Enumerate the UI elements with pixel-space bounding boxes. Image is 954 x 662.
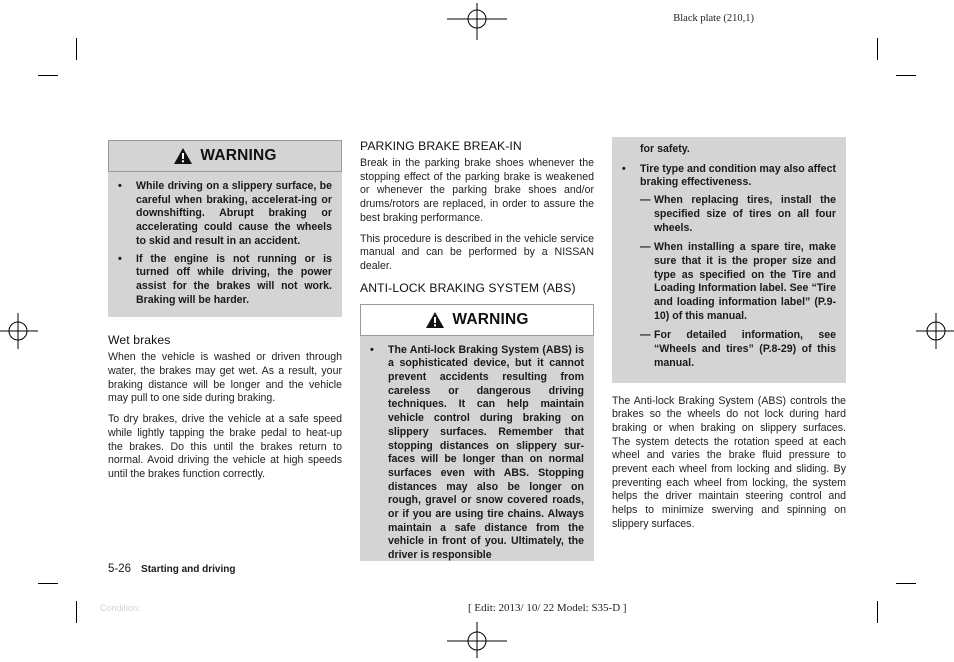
warning-header <box>108 140 342 171</box>
section-name: Starting and driving <box>141 564 236 575</box>
warning-list <box>108 172 342 317</box>
page-number: 5-26 <box>108 563 132 575</box>
warning-item: • Tire type and condition may also affect braking effectiveness. <box>622 162 836 189</box>
condition-label: Condition: <box>100 603 141 613</box>
column-3 <box>612 137 846 539</box>
column-1 <box>108 140 342 489</box>
warning-box <box>360 304 594 561</box>
warning-box-continued <box>612 137 846 383</box>
warning-header <box>360 304 594 335</box>
paragraph: When the vehicle is washed or driven through water, the brakes may get wet. As a result, your braking distance will be longer and the vehicle may pull to one side during braking. <box>108 351 342 405</box>
paragraph: Break in the parking brake shoes whenever the stopping effect of the parking brake is weakened or whenever the parking brake shoes and/or drums/rotors are replaced, in order to assure the best braking performance. <box>360 157 594 224</box>
warning-subitem: — When installing a spare tire, make sure that it is the proper size and type as specified on the Tire and Loading Information label. See “Tire and loading information label” (P.9-10) of this manual. <box>640 241 836 322</box>
warning-item: • While driving on a slippery surface, be careful when braking, accelerat-ing or downshifting. Abrupt braking or accelerating could cause the wheels to skid and result in an accident. <box>116 180 332 249</box>
registration-mark-icon <box>447 622 507 662</box>
warning-triangle-icon <box>173 147 193 165</box>
warning-subitem: — When replacing tires, install the specified size of tires on all four wheels. <box>640 194 836 234</box>
paragraph: To dry brakes, drive the vehicle at a safe speed while lightly tapping the brake pedal to heat-up the brakes. Do this until the brakes return to normal. Avoid driving the vehicle at high speeds until the brakes function correctly. <box>108 413 342 480</box>
paragraph: The Anti-lock Braking System (ABS) controls the brakes so the wheels do not lock during hard braking or when braking on slippery surfaces. The system detects the rotation speed at each wheel and varies the brake fluid pressure to prevent each wheel from locking and sliding. By preventing each wheel from locking, the system helps the driver maintain steering control and helps to minimize swerving and spinning on slippery surfaces. <box>612 394 846 530</box>
registration-mark-icon <box>447 0 507 40</box>
warning-item: • If the engine is not running or is turned off while driving, the power assist for the brakes will not work. Braking will be harder. <box>116 253 332 308</box>
section-heading: Wet brakes <box>108 333 171 348</box>
warning-list <box>360 336 594 561</box>
registration-mark-icon <box>0 311 40 351</box>
plate-label: Black plate (210,1) <box>673 13 754 24</box>
edit-info: [ Edit: 2013/ 10/ 22 Model: S35-D ] <box>468 602 627 614</box>
warning-box <box>108 140 342 317</box>
page-footer <box>108 559 235 577</box>
warning-item-text: Tire type and condition may also affect braking effectiveness. <box>640 162 836 189</box>
column-2 <box>360 139 594 561</box>
warning-title: WARNING <box>200 147 277 164</box>
registration-mark-icon <box>914 311 954 351</box>
warning-title: WARNING <box>452 310 529 328</box>
warning-continued-text: for safety. <box>640 143 690 155</box>
warning-triangle-icon <box>425 311 445 329</box>
section-heading: ANTI-LOCK BRAKING SYSTEM (ABS) <box>360 280 576 295</box>
section-heading: PARKING BRAKE BREAK-IN <box>360 139 522 153</box>
paragraph: This procedure is described in the vehicle service manual and can be performed by a NISSAN dealer. <box>360 232 594 272</box>
warning-subitem: — For detailed information, see “Wheels and tires” (P.8-29) of this manual. <box>640 329 836 369</box>
warning-item: • The Anti-lock Braking System (ABS) is a sophisticated device, but it cannot prevent accidents resulting from careless or dangerous driving techniques. It can help maintain vehicle control during braking on slippery surfaces. Remember that stopping distances on slippery sur-faces will be longer than on normal surfaces even with ABS. Stopping distances may also be longer on rough, gravel or snow covered roads, or if you are using tire chains. Always maintain a safe distance from the vehicle in front of you. Ultimately, the driver is responsible <box>368 344 584 561</box>
